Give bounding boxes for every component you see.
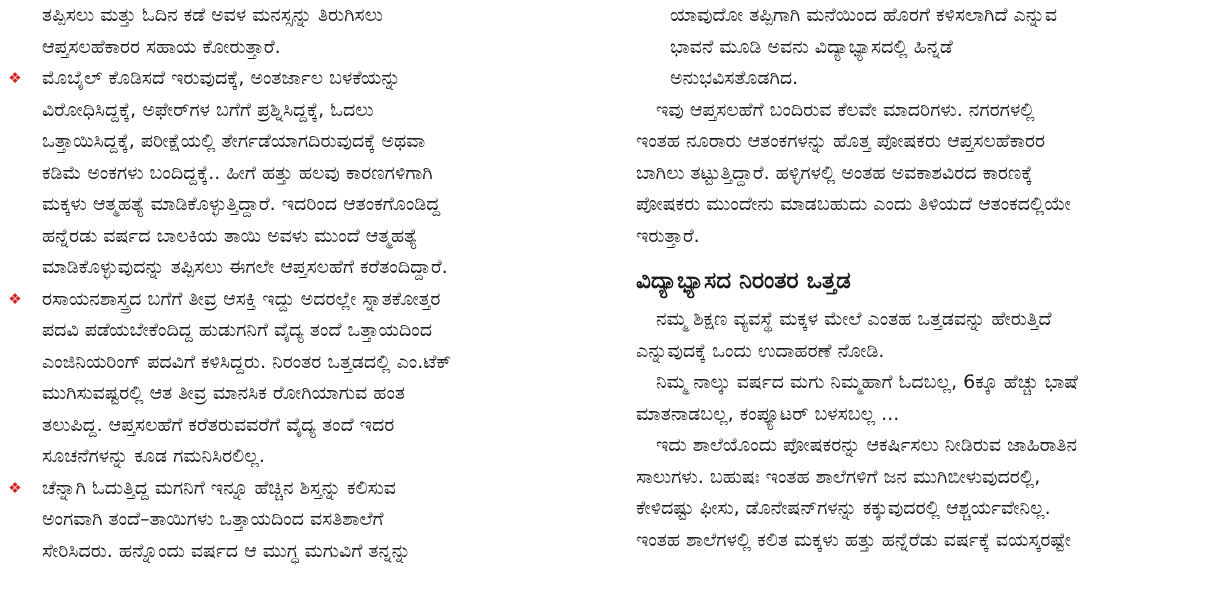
text-line: ಮಾಡಿಕೊಳ್ಳುವುದನ್ನು ತಪ್ಪಿಸಲು ಈಗಲೇ ಆಪ್ತಸಲಹೆಗೆ ಕರೆತಂದಿದ್ದಾರೆ. (42, 256, 448, 278)
paragraph-first-line: ಇವು ಆಪ್ತಸಲಹೆಗೆ ಬಂದಿರುವ ಕೆಲವೇ ಮಾದರಿಗಳು. ನಗರಗಳಲ್ಲಿ (656, 98, 1035, 121)
paragraph-first-line: ನಮ್ಮ ಶಿಕ್ಷಣ ವ್ಯವಸ್ಥೆ ಮಕ್ಕಳ ಮೇಲೆ ಎಂತಹ ಒತ್ತಡವನ್ನು ಹೇರುತ್ತಿದೆ (656, 308, 1052, 330)
text-line: ತಲುಪಿದ್ದ. ಆಪ್ತಸಲಹೆಗೆ ಕರೆತರುವವರೆಗೆ ವೈದ್ಯ ತಂದೆ ಇದರ (42, 413, 395, 436)
text-line: ಸೇರಿಸಿದರು. ಹನ್ನೊಂದು ವರ್ಷದ ಆ ಮುಗ್ಧ ಮಗುವಿಗೆ ತನ್ನನ್ನು (42, 539, 411, 562)
text-line: ಇಂತಹ ಶಾಲೆಗಳಲ್ಲಿ ಕಲಿತ ಮಕ್ಕಳು ಹತ್ತು ಹನ್ನೆರೆಡು ವರ್ಷಕ್ಕೆ ವಯಸ್ಕರಷ್ಟೇ (636, 528, 1071, 551)
text-line: ವಿರೋಧಿಸಿದ್ದಕ್ಕೆ, ಅಫೇರ್‌ಗಳ ಬಗೆಗೆ ಪ್ರಶ್ನಿಸಿದ್ದಕ್ಕೆ, ಓದಲು (42, 98, 374, 121)
text-line: ಮಾತನಾಡಬಲ್ಲ, ಕಂಪ್ಯೂಟರ್ ಬಳಸಬಲ್ಲ ... (636, 402, 900, 425)
text-line: ಹನ್ನೆರಡು ವರ್ಷದ ಬಾಲಕಿಯ ತಾಯಿ ಅವಳು ಮುಂದೆ ಆತ್ಮಹತ್ಯೆ (42, 224, 418, 247)
text-line: ಕಡಿಮೆ ಅಂಕಗಳು ಬಂದಿದ್ದಕ್ಕೆ.. ಹೀಗೆ ಹತ್ತು ಹಲವು ಕಾರಣಗಳಿಗಾಗಿ (42, 161, 433, 184)
text-line: ಎನ್ನುವುದಕ್ಕೆ ಒಂದು ಉದಾಹರಣೆ ನೋಡಿ. (636, 339, 885, 362)
text-line: ಪದವಿ ಪಡೆಯಬೇಕೆಂದಿದ್ದ ಹುಡುಗನಿಗೆ ವೈದ್ಯ ತಂದೆ ಒತ್ತಾಯದಿಂದ (42, 319, 432, 341)
text-line: ಅಂಗವಾಗಿ ತಂದೆ–ತಾಯಿಗಳು ಒತ್ತಾಯದಿಂದ ವಸತಿಶಾಲೆಗೆ (42, 508, 384, 530)
text-line: ಇಂತಹ ನೂರಾರು ಆತಂಕಗಳನ್ನು ಹೊತ್ತ ಪೋಷಕರು ಆಪ್ತಸಲಹೆಕಾರರ (636, 130, 1046, 152)
diamond-bullet-icon: ❖ (8, 69, 22, 87)
text-line: ಮುಗಿಸುವಷ್ಟರಲ್ಲಿ ಆತ ತೀವ್ರ ಮಾನಸಿಕ ರೋಗಿಯಾಗುವ ಹಂತ (42, 382, 405, 404)
text-line: ಮಕ್ಕಳು ಆತ್ಮಹತ್ಯೆ ಮಾಡಿಕೊಳ್ಳುತ್ತಿದ್ದಾರೆ. ಇದರಿಂದ ಆತಂಕಗೊಂಡಿದ್ದ (42, 193, 441, 215)
text-line: ಒತ್ತಾಯಿಸಿದ್ದಕ್ಕೆ, ಪರೀಕ್ಷೆಯಲ್ಲಿ ತೇರ್ಗಡೆಯಾಗದಿರುವುದಕ್ಕೆ ಅಥವಾ (42, 130, 426, 152)
text-line: ಬಾಗಿಲು ತಟ್ಟುತ್ತಿದ್ದಾರೆ. ಹಳ್ಳಿಗಳಲ್ಲಿ ಅಂತಹ ಅವಕಾಶವಿರದ ಕಾರಣಕ್ಕೆ (636, 161, 1033, 184)
paragraph-first-line: ನಿಮ್ಮ ನಾಲ್ಕು ವರ್ಷದ ಮಗು ನಿಮ್ಮಹಾಗೆ ಓದಬಲ್ಲ, 6ಕ್ಕೂ ಹೆಚ್ಚು ಭಾಷೆ (656, 371, 1078, 393)
text-line: ಇರುತ್ತಾರೆ. (636, 224, 700, 247)
left-column (0, 0, 610, 567)
bullet-line (0, 284, 610, 316)
bullet-line (0, 473, 610, 505)
section-heading: ವಿದ್ಯಾಭ್ಯಾಸದ ನಿರಂತರ ಒತ್ತಡ (636, 268, 851, 294)
diamond-bullet-icon: ❖ (8, 478, 22, 497)
text-line: ತಪ್ಪಿಸಲು ಮತ್ತು ಓದಿನ ಕಡೆ ಅವಳ ಮನಸ್ಸನ್ನು ತಿರುಗಿಸಲು (42, 4, 383, 26)
text-line: ಸೂಚನೆಗಳನ್ನು ಕೂಡ ಗಮನಿಸಿರಲಿಲ್ಲ. (42, 445, 265, 467)
bullet-line (0, 63, 610, 95)
text-span: ಚೆನ್ನಾಗಿ ಓದುತ್ತಿದ್ದ ಮಗನಿಗೆ ಇನ್ನೂ ಹೆಚ್ಚಿನ ಶಿಸ್ತನ್ನು ಕಲಿಸುವ (42, 476, 396, 499)
text-span: ರಸಾಯನಶಾಸ್ತ್ರದ ಬಗೆಗೆ ತೀವ್ರ ಆಸಕ್ತಿ ಇದ್ದು ಅದರಲ್ಲೇ ಸ್ನಾತಕೋತ್ತರ (42, 287, 441, 310)
text-line: ಅನುಭವಿಸತೊಡಗಿದ. (670, 67, 799, 89)
text-line: ಭಾವನೆ ಮೂಡಿ ಅವನು ವಿದ್ಯಾಭ್ಯಾಸದಲ್ಲಿ ಹಿನ್ನಡೆ (670, 35, 953, 58)
text-line: ಯಾವುದೋ ತಪ್ಪಿಗಾಗಿ ಮನೆಯಿಂದ ಹೊರಗೆ ಕಳಿಸಲಾಗಿದೆ ಎನ್ನುವ (670, 4, 1058, 26)
diamond-bullet-icon: ❖ (8, 289, 22, 308)
text-line: ಕೇಳಿದಷ್ಟು ಫೀಸು, ಡೊನೇಷನ್‌ಗಳನ್ನು ಕಕ್ಕುವುದರಲ್ಲಿ ಆಶ್ಚರ್ಯವೇನಿಲ್ಲ. (636, 497, 1051, 519)
right-column (628, 0, 1228, 556)
text-line: ಆಪ್ತಸಲಹೆಕಾರರ ಸಹಾಯ ಕೋರುತ್ತಾರೆ. (42, 35, 281, 58)
text-line: ಸಾಲುಗಳು. ಬಹುಷಃ ಇಂತಹ ಶಾಲೆಗಳಿಗೆ ಜನ ಮುಗಿಬೀಳುವುದರಲ್ಲಿ, (636, 465, 1041, 488)
paragraph-first-line: ಇದು ಶಾಲೆಯೊಂದು ಪೋಷಕರನ್ನು ಆಕರ್ಷಿಸಲು ನೀಡಿರುವ ಜಾಹಿರಾತಿನ (656, 434, 1078, 456)
text-line: ಎಂಜಿನಿಯರಿಂಗ್ ಪದವಿಗೆ ಕಳಿಸಿದ್ದರು. ನಿರಂತರ ಒತ್ತಡದಲ್ಲಿ ಎಂ.ಟೆಕ್ (42, 350, 452, 373)
text-line: ಪೋಷಕರು ಮುಂದೇನು ಮಾಡಬಹುದು ಎಂದು ತಿಳಿಯದೆ ಆತಂಕದಲ್ಲಿಯೇ (636, 193, 1071, 215)
text-span: ಮೊಬೈಲ್ ಕೊಡಿಸದೆ ಇರುವುದಕ್ಕೆ, ಅಂತರ್ಜಾಲ ಬಳಕೆಯನ್ನು (42, 67, 401, 89)
